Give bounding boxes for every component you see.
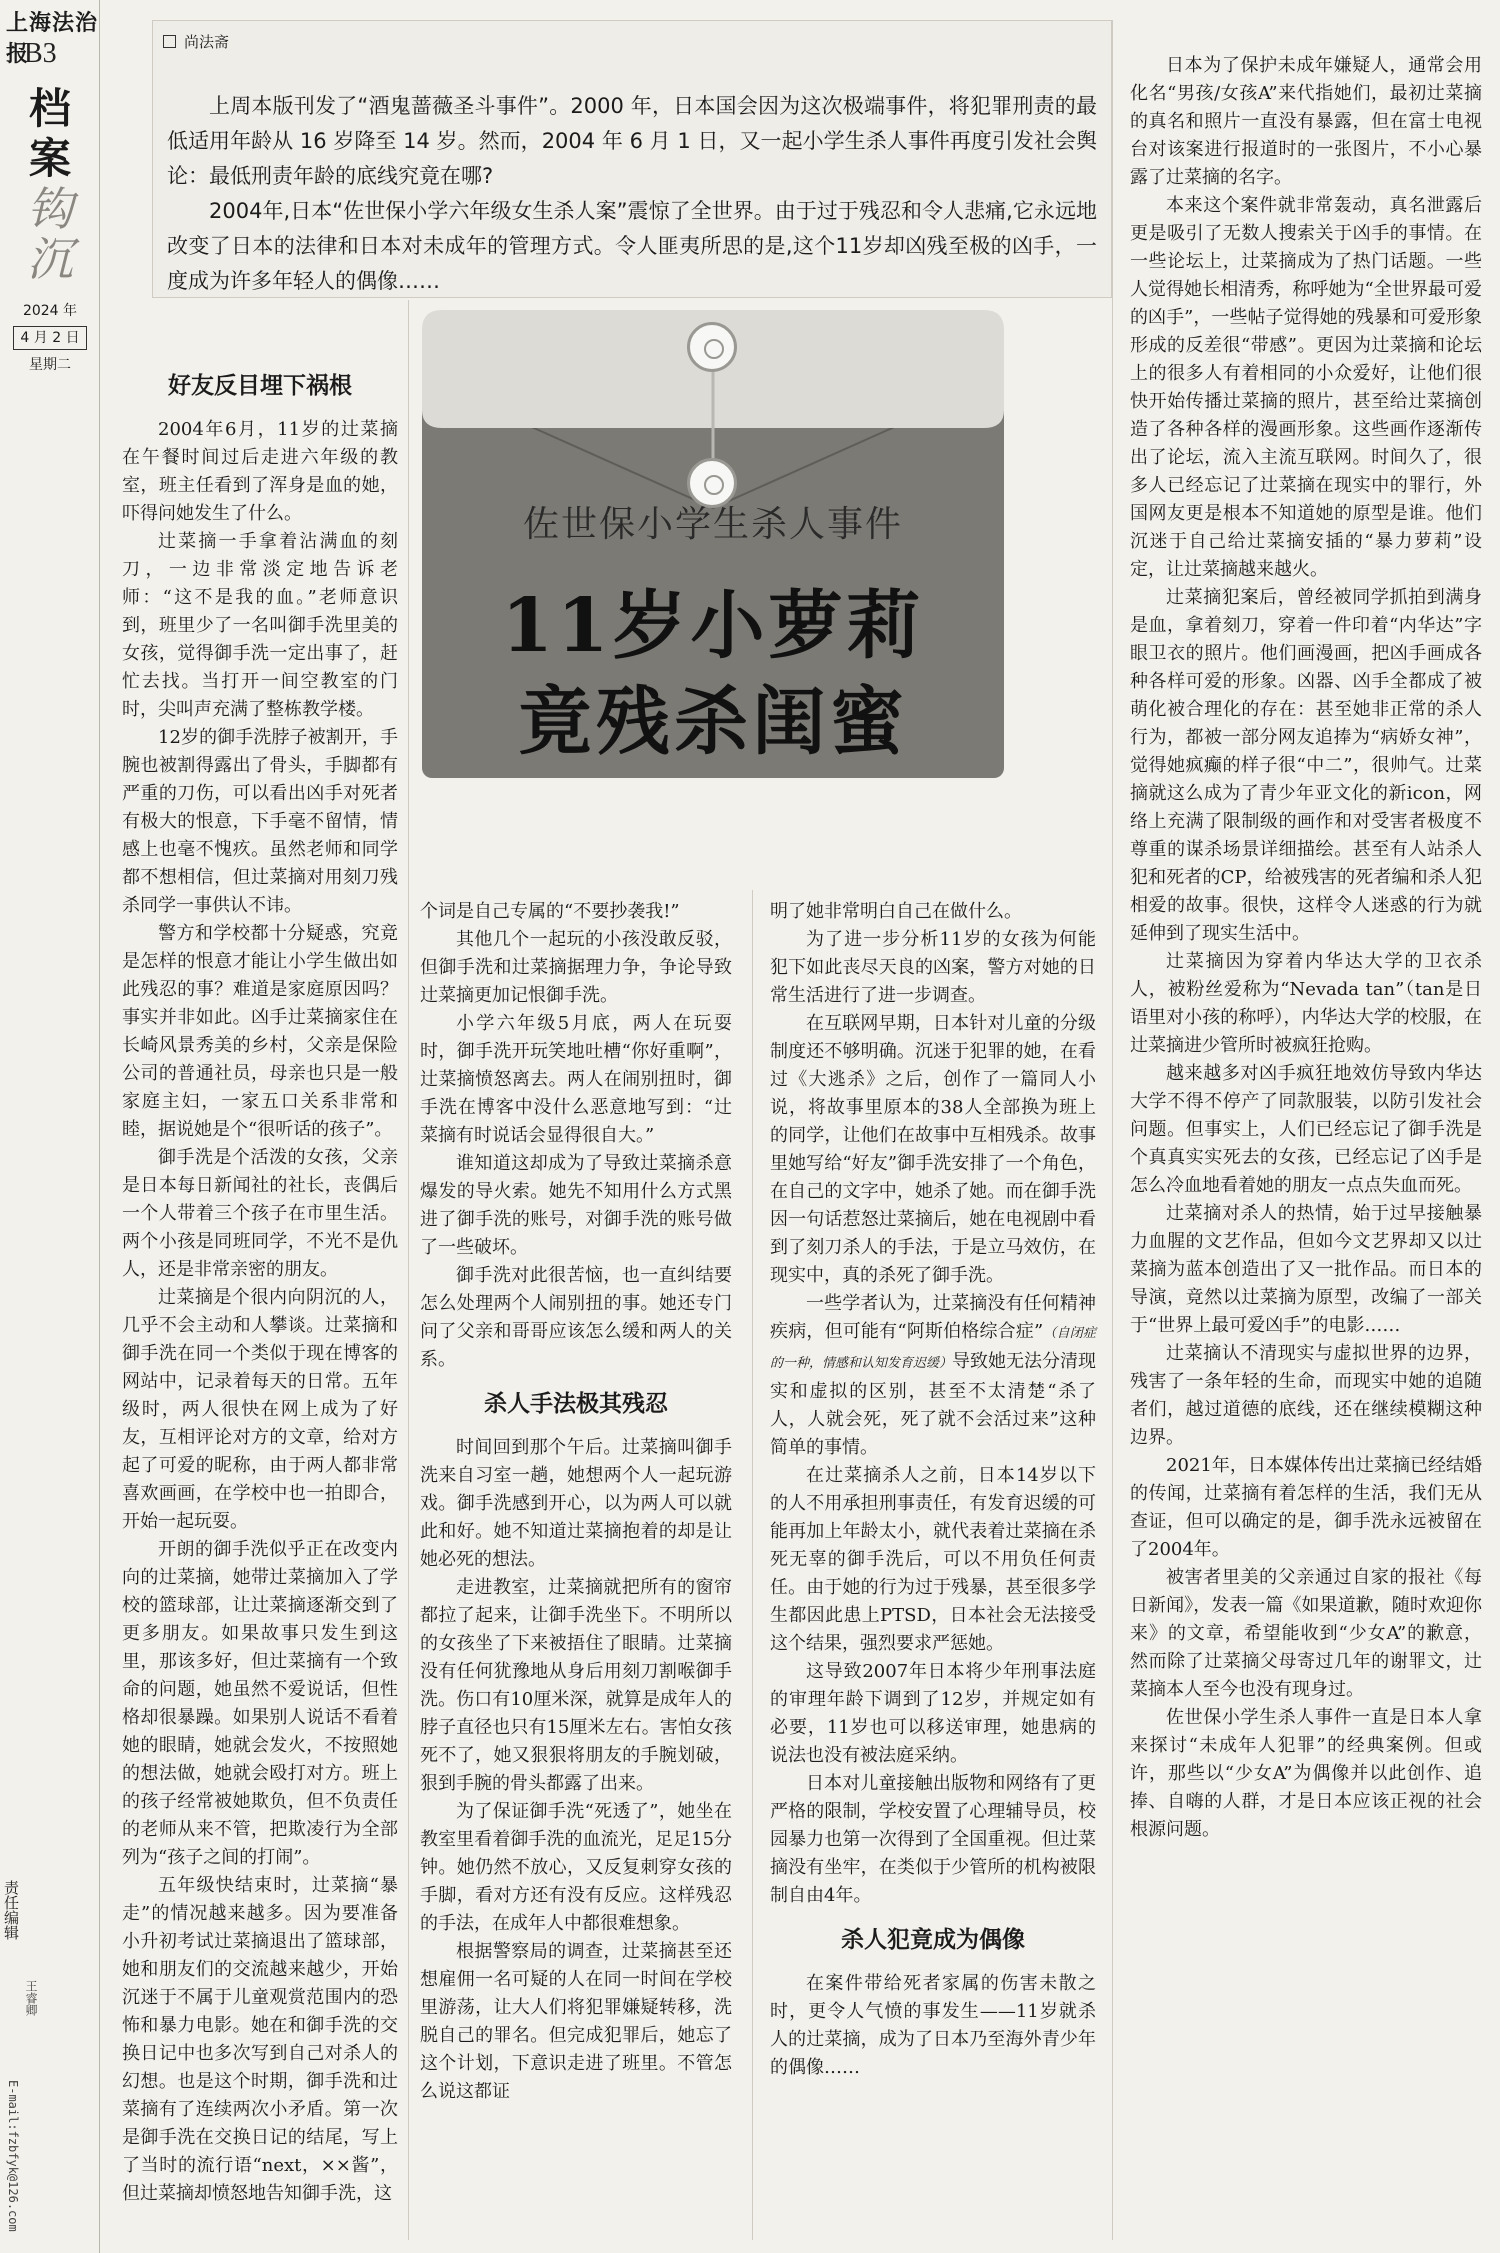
section-heading: 杀人手法极其残忍	[484, 1391, 668, 1417]
article-paragraph: 为了保证御手洗“死透了”，她坐在教室里看着御手洗的血流光，足足15分钟。她仍然不放心，又反复刺穿女孩的手脚，看对方还有没有反应。这样残忍的手法，在成年人中都很难想象。	[420, 1801, 732, 1934]
column-divider	[408, 300, 409, 2240]
column-title-char: 沉	[27, 232, 73, 286]
editor-name: 王睿卿	[24, 1980, 38, 2016]
editor-email: E-mail:fzbfyk@126.com	[6, 2080, 20, 2232]
article-paragraph: 辻菜摘认不清现实与虚拟世界的边界，残害了一条年轻的生命，而现实中她的追随者们，越过道德的底线，还在继续模糊这种边界。	[1130, 1343, 1482, 1448]
article-paragraph: 在案件带给死者家属的伤害未散之时，更令人气愤的事发生——11岁就杀人的辻菜摘，成为了日本乃至海外青少年的偶像……	[770, 1973, 1096, 2078]
article-paragraph: 在辻菜摘杀人之前，日本14岁以下的人不用承担刑事责任，有发育迟缓的可能再加上年龄太小，就代表着辻菜摘在杀死无辜的御手洗后，可以不用负任何责任。由于她的行为过于残暴，甚至很多学生都因此患上PTSD，日本社会无法接受这个结果，强烈要求严惩她。	[770, 1465, 1096, 1654]
article-paragraph: 佐世保小学生杀人事件一直是日本人拿来探讨“未成年人犯罪”的经典案例。但或许，那些以“少女A”为偶像并以此创作、追捧、自嗨的人群，才是日本应该正视的社会根源问题。	[1130, 1707, 1482, 1840]
article-text: 导致她无法分清现实和虚拟的区别，甚至不太清楚“杀了人，人就会死，死了就不会活过来”这种简单的事情。	[770, 1351, 1097, 1458]
intro-paragraph: 2004年,日本“佐世保小学六年级女生杀人案”震惊了全世界。由于过于残忍和令人悲痛,它永远地改变了日本的法律和日本对未成年的管理方式。令人匪夷所思的是,这个11岁却凶残至极的凶手，一度成为许多年轻人的偶像……	[167, 199, 1097, 293]
article-paragraph: 12岁的御手洗脖子被割开，手腕也被割得露出了骨头，手脚都有严重的刀伤，可以看出凶手对死者有极大的恨意，下手毫不留情，情感上也毫不愧疚。虽然老师和同学都不想相信，但辻菜摘对用刻刀残杀同学一事供认不讳。	[122, 727, 398, 916]
article-paragraph: 辻菜摘犯案后，曾经被同学抓拍到满身是血，拿着刻刀，穿着一件印着“内华达”字眼卫衣的照片。他们画漫画，把凶手画成各种各样可爱的形象。凶器、凶手全都成了被萌化被合理化的存在：甚至她非正常的杀人行为，都被一部分网友追捧为“病娇女神”，觉得她疯癫的样子很“中二”，很帅气。辻菜摘就这么成为了青少年亚文化的新icon，网络上充满了限制级的画作和对受害者极度不尊重的谋杀场景详细描绘。甚至有人站杀人犯和死者的CP，给被残害的死者编和杀人犯相爱的故事。很快，这样令人迷惑的行为就延伸到了现实生活中。	[1130, 587, 1482, 944]
article-paragraph: 谁知道这却成为了导致辻菜摘杀意爆发的导火索。她先不知用什么方式黑进了御手洗的账号，对御手洗的账号做了一些破坏。	[420, 1153, 732, 1258]
headline-title-line: 11岁小萝莉	[501, 583, 925, 669]
article-paragraph: 日本为了保护未成年嫌疑人，通常会用化名“男孩/女孩A”来代指她们，最初辻菜摘的真名和照片一直没有暴露，但在富士电视台对该案进行报道时的一张图片，不小心暴露了辻菜摘的名字。	[1130, 55, 1482, 188]
checkbox-square-icon	[163, 35, 176, 48]
article-paragraph: 2021年，日本媒体传出辻菜摘已经结婚的传闻，辻菜摘有着怎样的生活，我们无从查证，但可以确定的是，御手洗永远被留在了2004年。	[1130, 1455, 1482, 1560]
headline-title-line: 竟残杀闺蜜	[518, 679, 908, 765]
article-column-1	[122, 356, 398, 2208]
article-paragraph: 日本对儿童接触出版物和网络有了更严格的限制，学校安置了心理辅导员，校园暴力也第一次得到了全国重视。但辻菜摘没有坐牢，在类似于少管所的机构被限制自由4年。	[770, 1773, 1096, 1906]
masthead-sidebar	[0, 0, 100, 2253]
article-paragraph: 辻菜摘一手拿着沾满血的刻刀，一边非常淡定地告诉老师：“这不是我的血。”老师意识到，班里少了一名叫御手洗里美的女孩，觉得御手洗一定出事了，赶忙去找。当打开一间空教室的门时，尖叫声充满了整栋教学楼。	[122, 531, 398, 720]
author-name: 尚法斋	[184, 33, 230, 51]
column-divider	[1112, 20, 1113, 2240]
article-paragraph: 小学六年级5月底，两人在玩耍时，御手洗开玩笑地吐槽“你好重啊”，辻菜摘愤怒离去。两人在闹别扭时，御手洗在博客中没什么恶意地写到：“辻菜摘有时说话会显得很自大。”	[420, 1013, 732, 1146]
article-paragraph: 明了她非常明白自己在做什么。	[770, 901, 1022, 922]
section-heading: 好友反目埋下祸根	[168, 373, 352, 399]
headline-envelope	[422, 310, 1004, 780]
article-paragraph: 越来越多对凶手疯狂地效仿导致内华达大学不得不停产了同款服装，以防引发社会问题。但事实上，人们已经忘记了御手洗是个真真实实死去的女孩，已经忘记了凶手是怎么冷血地看着她的朋友一点点失血而死。	[1130, 1063, 1482, 1196]
article-paragraph: 御手洗是个活泼的女孩，父亲是日本每日新闻社的社长，丧偶后一个人带着三个孩子在市里生活。两个小孩是同班同学，不光不是仇人，还是非常亲密的朋友。	[122, 1147, 398, 1280]
article-paragraph: 辻菜摘对杀人的热情，始于过早接触暴力血腥的文艺作品，但如今文艺界却又以辻菜摘为蓝本创造出了又一批作品。而日本的导演，竟然以辻菜摘为原型，改编了一部关于“世界上最可爱凶手”的电影……	[1130, 1203, 1482, 1336]
article-paragraph: 辻菜摘因为穿着内华达大学的卫衣杀人，被粉丝爱称为“Nevada tan”（tan是日语里对小孩的称呼），内华达大学的校服，在辻菜摘进少管所时被疯狂抢购。	[1130, 951, 1482, 1056]
article-column-4	[1130, 52, 1482, 1844]
page-number: B3	[24, 38, 57, 69]
article-paragraph: 开朗的御手洗似乎正在改变内向的辻菜摘，她带辻菜摘加入了学校的篮球部，让辻菜摘逐渐交到了更多朋友。如果故事只发生到这里，那该多好，但辻菜摘有一个致命的问题，她虽然不爱说话，但性格却很暴躁。如果别人说话不看着她的眼睛，她就会发火，不按照她的想法做，她就会殴打对方。班上的孩子经常被她欺负，但不负责任的老师从来不管，把欺凌行为全部列为“孩子之间的打闹”。	[122, 1539, 398, 1868]
article-paragraph: 五年级快结束时，辻菜摘“暴走”的情况越来越多。因为要准备小升初考试辻菜摘退出了篮球部，她和朋友们的交流越来越少，开始沉迷于不属于儿童观赏范围内的恐怖和暴力电影。她在和御手洗的交换日记中也多次写到自己对杀人的幻想。也是这个时期，御手洗和辻菜摘有了连续两次小矛盾。第一次是御手洗在交换日记的结尾，写上了当时的流行语“next，××酱”，但辻菜摘却愤怒地告知御手洗，这	[122, 1875, 398, 2204]
article-paragraph: 个词是自己专属的“不要抄袭我!”	[420, 901, 680, 922]
article-paragraph: 时间回到那个午后。辻菜摘叫御手洗来自习室一趟，她想两个人一起玩游戏。御手洗感到开心，以为两人可以就此和好。她不知道辻菜摘抱着的却是让她必死的想法。	[420, 1437, 732, 1570]
issue-weekday: 星期二	[29, 357, 71, 373]
headline-title	[422, 578, 1004, 770]
editor-label: 责任编辑	[2, 1880, 20, 1940]
article-note: （自闭症的一种，情感和认知发育迟缓）	[770, 1326, 1096, 1371]
column-title-char: 案	[28, 134, 71, 183]
section-heading: 杀人犯竟成为偶像	[841, 1927, 1025, 1953]
intro-paragraph: 上周本版刊发了“酒鬼蔷薇圣斗事件”。2000 年，日本国会因为这次极端事件，将犯罪刑责的最低适用年龄从 16 岁降至 14 岁。然而，2004 年 6 月 1 日，又一起小学生杀人事件再度引发社会舆论：最低刑责年龄的底线究竟在哪?	[167, 94, 1097, 188]
article-paragraph: 根据警察局的调查，辻菜摘甚至还想雇佣一名可疑的人在同一时间在学校里游荡，让大人们将犯罪嫌疑转移，洗脱自己的罪名。但完成犯罪后，她忘了这个计划，下意识走进了班里。不管怎么说这都证	[420, 1941, 732, 2102]
article-paragraph: 被害者里美的父亲通过自家的报社《每日新闻》，发表一篇《如果道歉，随时欢迎你来》的文章，希望能收到“少女A”的歉意，然而除了辻菜摘父母寄过几年的谢罪文，辻菜摘本人至今也没有现身过。	[1130, 1567, 1482, 1700]
article-column-2	[420, 898, 732, 2106]
article-column-3	[770, 898, 1096, 2082]
article-paragraph: 警方和学校都十分疑惑，究竟是怎样的恨意才能让小学生做出如此残忍的事？难道是家庭原因吗？事实并非如此。凶手辻菜摘家住在长崎风景秀美的乡村，父亲是保险公司的普通社员，母亲也只是一般家庭主妇，一家五口关系非常和睦，据说她是个“很听话的孩子”。	[122, 923, 398, 1140]
article-paragraph: 本来这个案件就非常轰动，真名泄露后更是吸引了无数人搜索关于凶手的事情。在一些论坛上，辻菜摘成为了热门话题。一些人觉得她长相清秀，称呼她为“全世界最可爱的凶手”，一些帖子觉得她的残暴和可爱形象形成的反差很“带感”。更因为辻菜摘和论坛上的很多人有着相同的小众爱好，让他们很快开始传播辻菜摘的照片，甚至给辻菜摘创造了各种各样的漫画形象。这些画作逐渐传出了论坛，流入主流互联网。时间久了，很多人已经忘记了辻菜摘在现实中的罪行，外国网友更是根本不知道她的原型是谁。他们沉迷于自己给辻菜摘安插的“暴力萝莉”设定，让辻菜摘越来越火。	[1130, 195, 1482, 580]
column-title-char: 钩	[27, 182, 73, 236]
article-paragraph: 在互联网早期，日本针对儿童的分级制度还不够明确。沉迷于犯罪的她，在看过《大逃杀》之后，创作了一篇同人小说，将故事里原本的38人全部换为班上的同学，让他们在故事中互相残杀。故事里她写给“好友”御手洗安排了一个角色，在自己的文字中，她杀了她。而在御手洗因一句话惹怒辻菜摘后，她在电视剧中看到了刻刀杀人的手法，于是立马效仿，在现实中，真的杀死了御手洗。	[770, 1013, 1096, 1286]
column-title	[22, 84, 78, 284]
envelope-button-icon	[687, 322, 737, 372]
article-paragraph: 其他几个一起玩的小孩没敢反驳，但御手洗和辻菜摘据理力争，争论导致辻菜摘更加记恨御手洗。	[420, 929, 732, 1006]
article-paragraph: 御手洗对此很苦恼，也一直纠结要怎么处理两个人闹别扭的事。她还专门问了父亲和哥哥应该怎么缓和两人的关系。	[420, 1265, 732, 1370]
intro-box	[152, 20, 1112, 298]
article-paragraph: 为了进一步分析11岁的女孩为何能犯下如此丧尽天良的凶案，警方对她的日常生活进行了进一步调查。	[770, 929, 1096, 1006]
paper-name: 上海法治报	[6, 10, 99, 66]
article-paragraph	[770, 1290, 1096, 1462]
issue-month-day: 4 月 2 日	[13, 326, 86, 350]
article-paragraph: 辻菜摘是个很内向阴沉的人，几乎不会主动和人攀谈。辻菜摘和御手洗在同一个类似于现在博客的网站中，记录着每天的日常。五年级时，两人很快在网上成为了好友，互相评论对方的文章，给对方起了可爱的昵称，由于两人都非常喜欢画画，在学校中也一拍即合，开始一起玩耍。	[122, 1287, 398, 1532]
article-text: 一些学者认为，辻菜摘没有任何精神疾病，但可能有“阿斯伯格综合症”	[770, 1293, 1096, 1342]
article-paragraph: 2004年6月，11岁的辻菜摘在午餐时间过后走进六年级的教室，班主任看到了浑身是血的她，吓得问她发生了什么。	[122, 419, 398, 524]
column-title-char: 档	[28, 84, 71, 133]
article-paragraph: 走进教室，辻菜摘就把所有的窗帘都拉了起来，让御手洗坐下。不明所以的女孩坐了下来被捂住了眼睛。辻菜摘没有任何犹豫地从身后用刻刀割喉御手洗。伤口有10厘米深，就算是成年人的脖子直径也只有15厘米左右。害怕女孩死不了，她又狠狠将朋友的手腕划破，狠到手腕的骨头都露了出来。	[420, 1577, 732, 1794]
author-tag	[163, 31, 229, 52]
intro-text	[167, 89, 1097, 299]
headline-subtitle: 佐世保小学生杀人事件	[522, 504, 903, 545]
article-paragraph: 这导致2007年日本将少年刑事法庭的审理年龄下调到了12岁，并规定如有必要，11岁也可以移送审理，她患病的说法也没有被法庭采纳。	[770, 1661, 1096, 1766]
issue-year: 2024 年	[22, 303, 78, 319]
column-divider	[752, 890, 753, 2240]
issue-date	[8, 300, 92, 376]
